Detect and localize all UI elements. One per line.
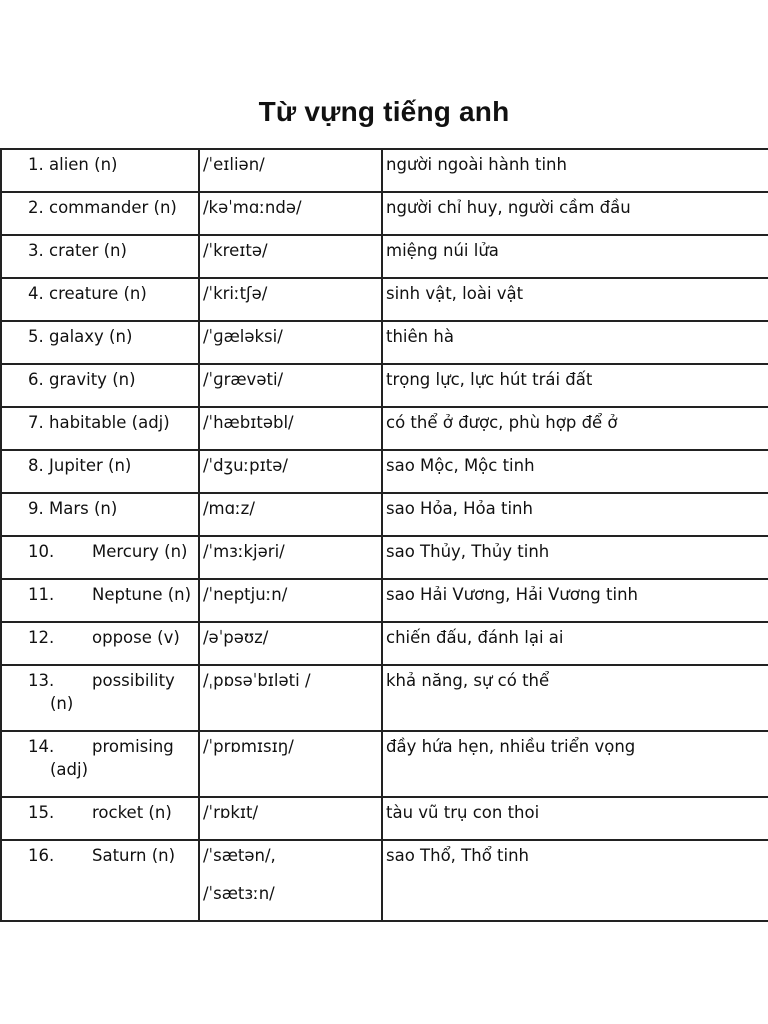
vocabulary-word: possibility (92, 671, 175, 690)
word-cell (1, 797, 199, 840)
vocabulary-word: gravity (n) (49, 370, 136, 389)
pronunciation-cell (199, 450, 382, 493)
word-cell (1, 364, 199, 407)
meaning-cell (382, 278, 768, 321)
meaning: sinh vật, loài vật (386, 284, 524, 303)
meaning-cell (382, 364, 768, 407)
word-cell (1, 407, 199, 450)
meaning: thiên hà (386, 327, 454, 346)
vocabulary-word: crater (n) (49, 241, 127, 260)
meaning: người ngoài hành tinh (386, 155, 567, 174)
pronunciation: /ˈeɪliən/ (203, 155, 265, 174)
table-row (1, 622, 768, 665)
word-cell (1, 536, 199, 579)
word-cell (1, 235, 199, 278)
meaning-cell (382, 797, 768, 840)
meaning-cell (382, 235, 768, 278)
meaning-cell (382, 407, 768, 450)
meaning-cell (382, 731, 768, 797)
pronunciation: /ˈɡrævəti/ (203, 370, 284, 389)
meaning: sao Thổ, Thổ tinh (386, 846, 530, 865)
meaning-cell (382, 149, 768, 192)
vocabulary-word: oppose (v) (92, 628, 180, 647)
table-row (1, 579, 768, 622)
meaning: người chỉ huy, người cầm đầu (386, 198, 631, 217)
item-number: 5. (28, 327, 44, 346)
meaning: có thể ở được, phù hợp để ở (386, 413, 618, 432)
pronunciation: /əˈpəʊz/ (203, 628, 269, 647)
pronunciation-cell (199, 149, 382, 192)
pronunciation: /ˌpɒsəˈbɪləti / (203, 671, 311, 690)
meaning-cell (382, 536, 768, 579)
table-row (1, 797, 768, 840)
meaning: sao Hỏa, Hỏa tinh (386, 499, 533, 518)
pronunciation-cell (199, 731, 382, 797)
pronunciation: /ˈneptjuːn/ (203, 585, 288, 604)
table-row (1, 407, 768, 450)
vocabulary-word: Mars (n) (49, 499, 118, 518)
pronunciation: /mɑːz/ (203, 499, 255, 518)
meaning-cell (382, 450, 768, 493)
pronunciation: /kəˈmɑːndə/ (203, 198, 302, 217)
item-number: 1. (28, 155, 44, 174)
pronunciation-cell (199, 364, 382, 407)
meaning: trọng lực, lực hút trái đất (386, 370, 593, 389)
meaning-cell (382, 840, 768, 921)
vocabulary-table (0, 148, 768, 922)
meaning-cell (382, 622, 768, 665)
meaning: sao Thủy, Thủy tinh (386, 542, 550, 561)
meaning: đầy hứa hẹn, nhiều triển vọng (386, 737, 636, 756)
item-number: 2. (28, 198, 44, 217)
pronunciation-cell (199, 321, 382, 364)
meaning-cell (382, 493, 768, 536)
word-cell (1, 278, 199, 321)
word-cell (1, 450, 199, 493)
table-row (1, 665, 768, 731)
item-number: 9. (28, 499, 44, 518)
table-row (1, 149, 768, 192)
item-number: 10. (28, 542, 55, 561)
table-row (1, 731, 768, 797)
vocabulary-word: Jupiter (n) (49, 456, 132, 475)
word-cell (1, 321, 199, 364)
word-cell (1, 731, 199, 797)
item-number: 15. (28, 803, 55, 822)
meaning-cell (382, 321, 768, 364)
pronunciation: /ˈkriːtʃə/ (203, 284, 268, 303)
word-cell (1, 579, 199, 622)
vocabulary-word: commander (n) (49, 198, 177, 217)
meaning-cell (382, 665, 768, 731)
meaning-cell (382, 579, 768, 622)
vocabulary-word: creature (n) (49, 284, 147, 303)
meaning: sao Mộc, Mộc tinh (386, 456, 535, 475)
item-number: 3. (28, 241, 44, 260)
pronunciation: /ˈdʒuːpɪtə/ (203, 456, 288, 475)
table-row (1, 321, 768, 364)
table-row (1, 450, 768, 493)
meaning-cell (382, 192, 768, 235)
word-cell (1, 192, 199, 235)
table-row (1, 840, 768, 921)
pronunciation-cell (199, 622, 382, 665)
pronunciation-cell (199, 278, 382, 321)
vocabulary-word: alien (n) (49, 155, 118, 174)
pronunciation-cell (199, 493, 382, 536)
pronunciation: /ˈmɜːkjəri/ (203, 542, 285, 561)
pronunciation-cell (199, 192, 382, 235)
table-row (1, 493, 768, 536)
pronunciation: /ˈɡæləksi/ (203, 327, 283, 346)
pronunciation-cell (199, 235, 382, 278)
vocabulary-table-body (1, 149, 768, 921)
vocabulary-word: habitable (adj) (49, 413, 170, 432)
word-cell (1, 840, 199, 921)
word-cell (1, 622, 199, 665)
pronunciation-cell (199, 579, 382, 622)
meaning: chiến đấu, đánh lại ai (386, 628, 564, 647)
pronunciation: /ˈkreɪtə/ (203, 241, 268, 260)
item-number: 6. (28, 370, 44, 389)
pronunciation: /ˈrɒkɪt/ (203, 803, 259, 822)
vocabulary-word-type: (n) (50, 694, 74, 713)
pronunciation: /ˈprɒmɪsɪŋ/ (203, 737, 294, 756)
pronunciation-cell (199, 665, 382, 731)
word-cell (1, 665, 199, 731)
meaning: miệng núi lửa (386, 241, 499, 260)
item-number: 14. (28, 737, 55, 756)
item-number: 16. (28, 846, 55, 865)
vocabulary-word: promising (92, 737, 174, 756)
word-cell (1, 149, 199, 192)
table-row (1, 364, 768, 407)
vocabulary-word: Saturn (n) (92, 846, 176, 865)
vocabulary-word: Neptune (n) (92, 585, 192, 604)
vocabulary-word: Mercury (n) (92, 542, 188, 561)
pronunciation-alt: /ˈsætɜːn/ (203, 884, 275, 903)
meaning: khả năng, sự có thể (386, 671, 550, 690)
table-row (1, 278, 768, 321)
pronunciation-cell (199, 407, 382, 450)
meaning: sao Hải Vương, Hải Vương tinh (386, 585, 638, 604)
word-cell (1, 493, 199, 536)
vocabulary-word: rocket (n) (92, 803, 172, 822)
table-row (1, 192, 768, 235)
table-row (1, 536, 768, 579)
pronunciation-cell (199, 536, 382, 579)
pronunciation-cell (199, 797, 382, 840)
item-number: 12. (28, 628, 55, 647)
item-number: 8. (28, 456, 44, 475)
table-row (1, 235, 768, 278)
pronunciation-cell (199, 840, 382, 921)
item-number: 11. (28, 585, 55, 604)
vocabulary-word-type: (adj) (50, 760, 89, 779)
item-number: 7. (28, 413, 44, 432)
item-number: 13. (28, 671, 55, 690)
pronunciation: /ˈsætən/, (203, 846, 276, 865)
item-number: 4. (28, 284, 44, 303)
meaning: tàu vũ trụ con thoi (386, 803, 540, 822)
pronunciation: /ˈhæbɪtəbl/ (203, 413, 294, 432)
page-title: Từ vựng tiếng anh (258, 96, 510, 127)
vocabulary-word: galaxy (n) (49, 327, 133, 346)
